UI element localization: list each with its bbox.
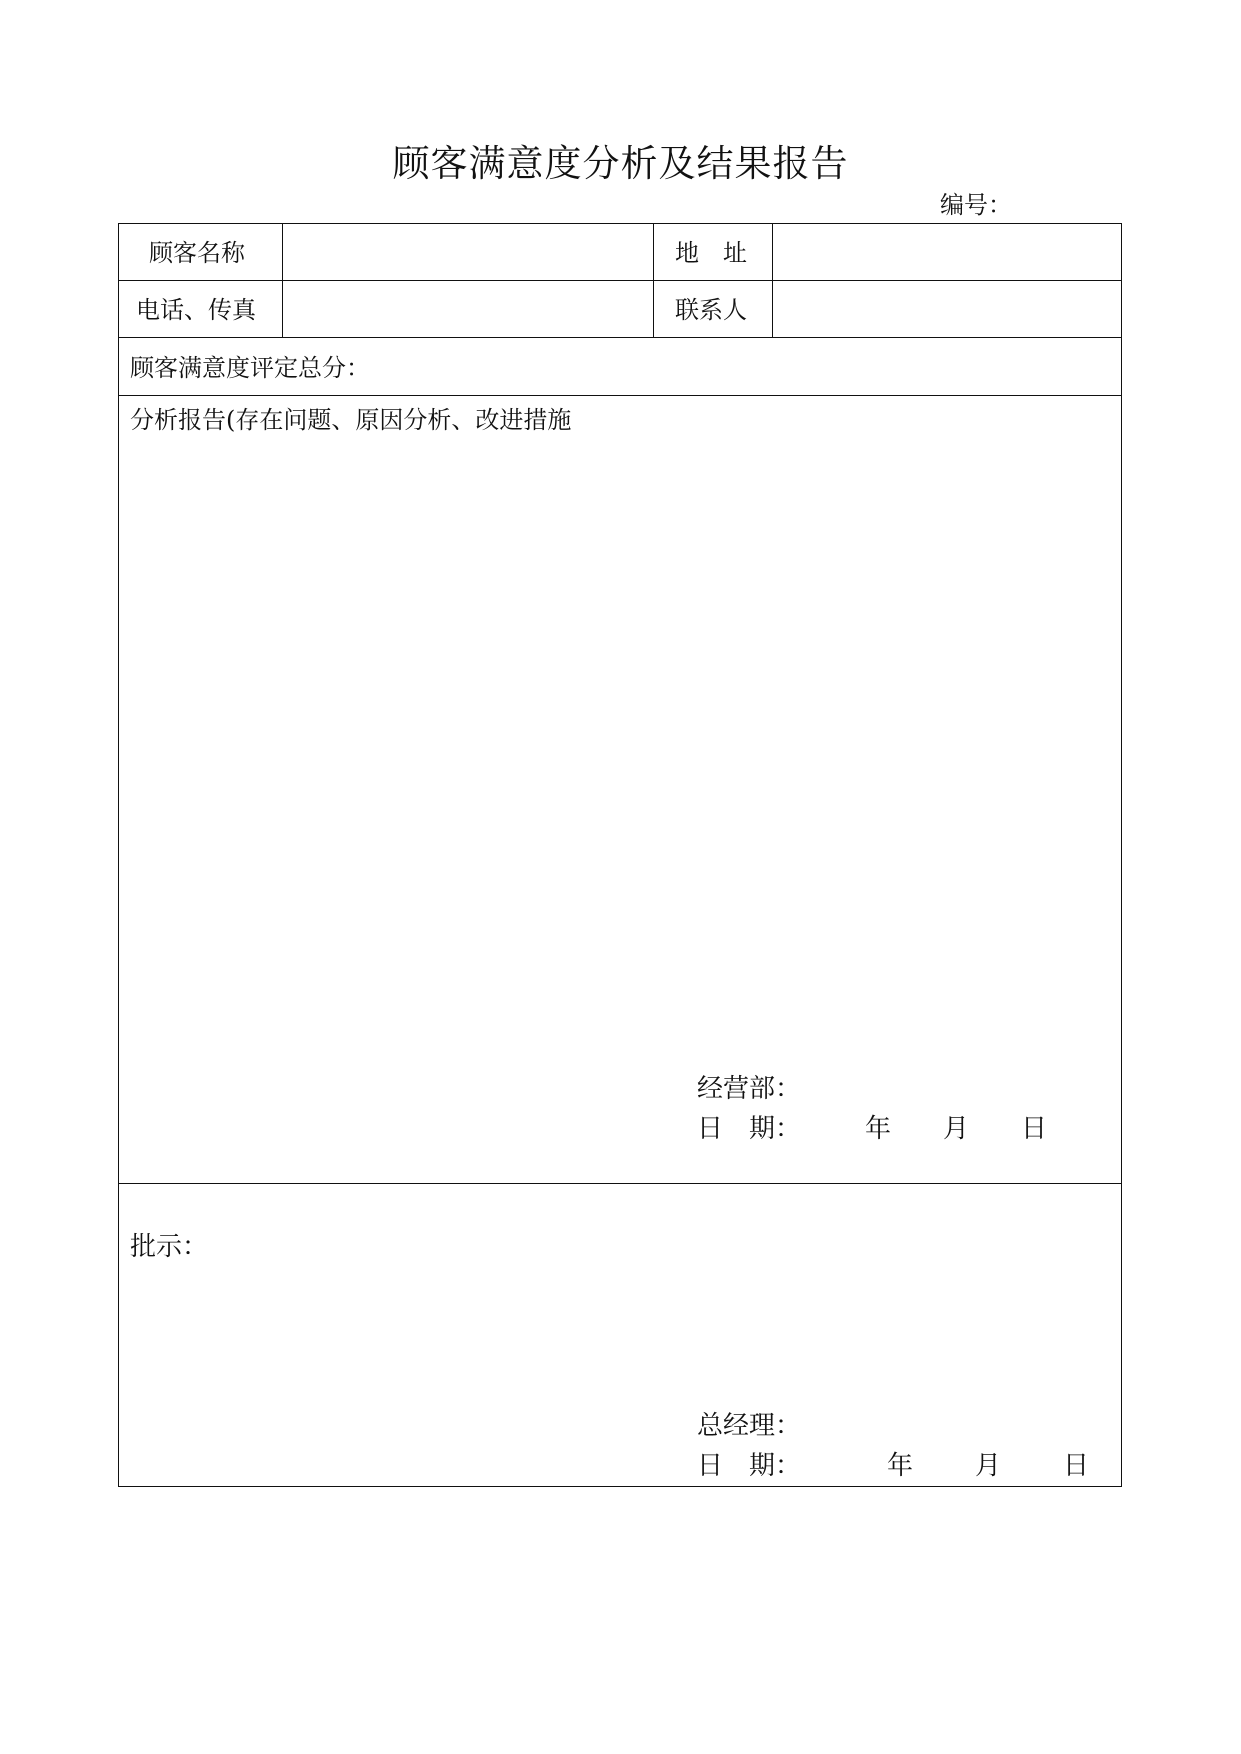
column-divider — [653, 224, 654, 337]
doc-number-label: 编号： — [940, 191, 1012, 219]
address-label: 地 址 — [675, 239, 747, 267]
contact-label: 联系人 — [675, 296, 747, 324]
report-form — [118, 223, 1122, 1487]
general-manager-label: 总经理： — [697, 1411, 802, 1441]
analysis-month-label: 月 — [943, 1114, 970, 1144]
row-divider — [119, 337, 1121, 338]
sales-dept-label: 经营部： — [697, 1074, 802, 1104]
phone-fax-field[interactable] — [285, 283, 651, 335]
approval-day-label: 日 — [1063, 1451, 1090, 1481]
approval-label: 批示： — [130, 1232, 209, 1262]
approval-month-label: 月 — [975, 1451, 1002, 1481]
report-title: 顾客满意度分析及结果报告 — [392, 142, 849, 185]
contact-field[interactable] — [775, 283, 1121, 335]
analysis-date-label: 日 期： — [697, 1114, 802, 1144]
analysis-year-label: 年 — [865, 1114, 892, 1144]
phone-fax-label: 电话、传真 — [136, 296, 256, 324]
approval-year-label: 年 — [887, 1451, 914, 1481]
analysis-day-label: 日 — [1021, 1114, 1048, 1144]
analysis-report-label: 分析报告(存在问题、原因分析、改进措施 — [130, 406, 572, 434]
address-field[interactable] — [775, 226, 1121, 278]
row-divider — [119, 1183, 1121, 1184]
column-divider — [282, 224, 283, 337]
column-divider — [772, 224, 773, 337]
row-divider — [119, 395, 1121, 396]
customer-name-label: 顾客名称 — [149, 239, 245, 267]
row-divider — [119, 280, 1121, 281]
analysis-text-area[interactable] — [121, 439, 1119, 1079]
customer-name-field[interactable] — [285, 226, 651, 278]
total-score-label: 顾客满意度评定总分： — [130, 354, 370, 382]
approval-text-area[interactable] — [121, 1269, 1119, 1399]
approval-date-label: 日 期： — [697, 1451, 802, 1481]
